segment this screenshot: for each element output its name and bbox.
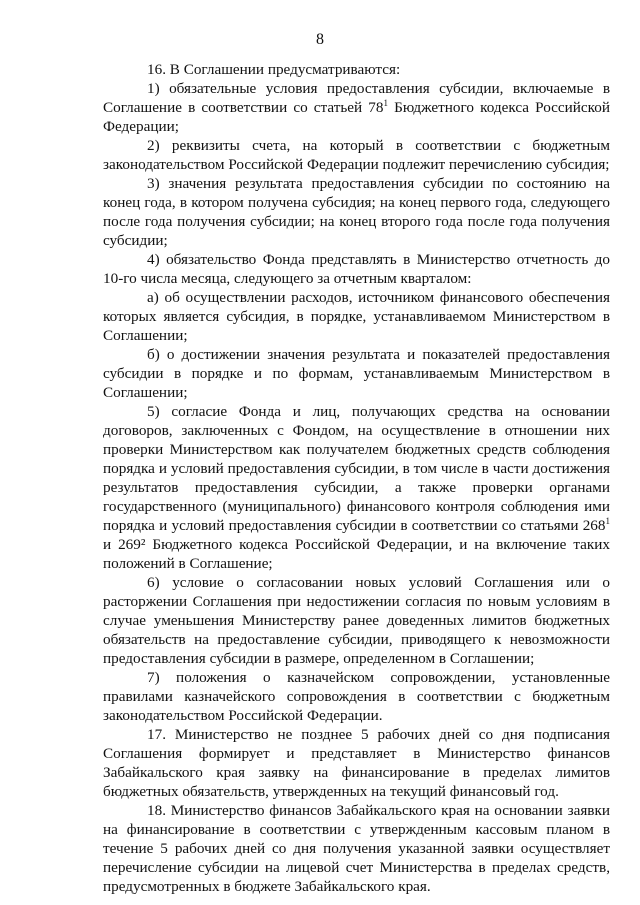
paragraph-16-item-3: 3) значения результата предоставления субсидии по состоянию на конец года, в котором получена субсидия; на конец первого года, следующего после года получения субсидии; на конец второго года после года получения субсидии; xyxy=(103,175,610,249)
superscript: 1 xyxy=(605,515,610,526)
paragraph-16-item-7: 7) положения о казначейском сопровождении, установленные правилами казначейского сопровождения в соответствии с бюджетным законодательством Российской Федерации. xyxy=(103,669,610,724)
document-body xyxy=(103,60,610,896)
page-number: 8 xyxy=(316,31,324,48)
paragraph-16-item-4b: б) о достижении значения результата и показателей предоставления субсидии в порядке и по формам, устанавливаемым Министерством в Соглашении; xyxy=(103,346,610,401)
paragraph-16-item-1: 1) обязательные условия предоставления субсидии, включаемые в Соглашение в соответствии со статьей $78^1$ Бюджетного кодекса Российской Федерации; xyxy=(103,80,610,135)
paragraph-16-item-4a: а) об осуществлении расходов, источником финансового обеспечения которых является субсидия, в порядке, устанавливаемом Министерством в Соглашении; xyxy=(103,289,610,344)
paragraph-17: 17. Министерство не позднее 5 рабочих дней со дня подписания Соглашения формирует и представляет в Министерство финансов Забайкальского края заявку на финансирование в пределах лимитов бюджетных обязательств, утвержденных на текущий финансовый год. xyxy=(103,726,610,800)
paragraph-16-item-6: 6) условие о согласовании новых условий Соглашения или о расторжении Соглашения при недостижении согласия по новым условиям в случае уменьшения Министерству ранее доведенных лимитов бюджетных обязательств на предоставление субсидии, приводящего к невозможности предоставления субсидии в размере, определенном в Соглашении; xyxy=(103,574,610,667)
paragraph-16-item-4: 4) обязательство Фонда представлять в Министерство отчетность до 10-го числа месяца, следующего за отчетным кварталом: xyxy=(103,251,610,287)
paragraph-16-item-5: 5) согласие Фонда и лиц, получающих средства на основании договоров, заключенных с Фондом, на осуществление в отношении них проверки Министерством как получателем бюджетных средств соблюдения порядка и условий предоставления субсидии, в том числе в части достижения результатов предоставления субсидии, а также проверки органами государственного (муниципального) финансового контроля соблюдения ими порядка и условий предоставления субсидии в соответствии со статьями $268^1$ и 269² Бюджетного кодекса Российской Федерации, и на включение таких положений в Соглашение; xyxy=(103,403,610,572)
superscript: 1 xyxy=(383,97,388,108)
paragraph-18: 18. Министерство финансов Забайкальского края на основании заявки на финансирование в соответствии с утвержденным кассовым планом в течение 5 рабочих дней со дня получения указанной заявки осуществляет перечисление субсидии на лицевой счет Министерства в пределах средств, предусмотренных в бюджете Забайкальского края. xyxy=(103,802,610,895)
paragraph-16-heading: 16. В Соглашении предусматриваются: xyxy=(147,61,401,78)
paragraph-16-item-2: 2) реквизиты счета, на который в соответствии с бюджетным законодательством Российской Федерации подлежит перечислению субсидия; xyxy=(103,137,610,173)
